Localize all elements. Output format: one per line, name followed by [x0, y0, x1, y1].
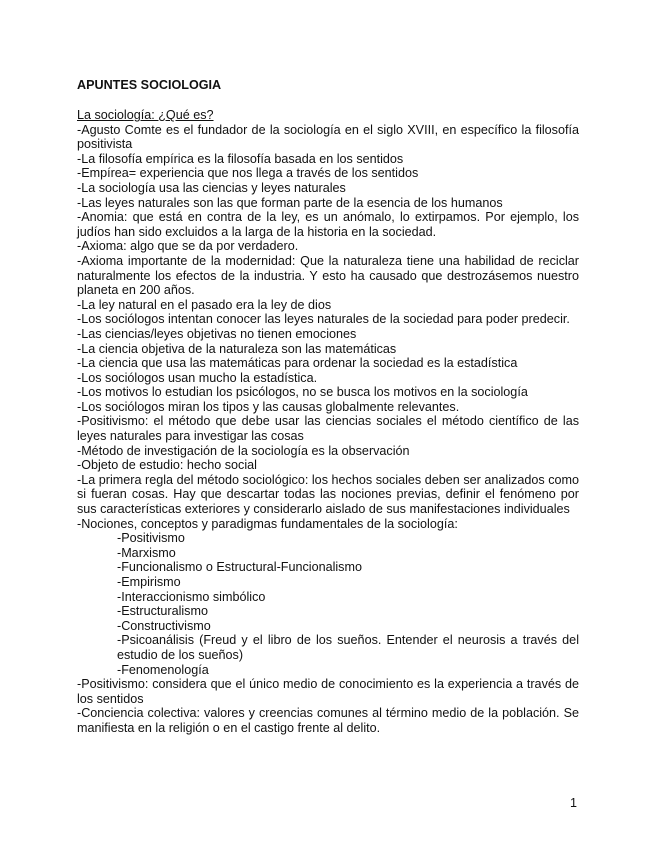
note-line: -Anomia: que está en contra de la ley, es un anómalo, lo extirpamos. Por ejemplo, los judíos han sido excluidos a la larga de la historia en la sociedad.: [77, 210, 579, 239]
spacer: [77, 93, 579, 108]
paradigm-item: -Constructivismo: [117, 618, 211, 633]
note-line: -Positivismo: considera que el único medio de conocimiento es la experiencia a través de los sentidos: [77, 677, 579, 706]
note-line: -La filosofía empírica es la filosofía basada en los sentidos: [77, 151, 404, 166]
note-line: -Los sociólogos usan mucho la estadística.: [77, 370, 318, 385]
document-page: [77, 78, 579, 736]
note-line: -Axioma: algo que se da por verdadero.: [77, 239, 299, 254]
note-line: -Los motivos lo estudian los psicólogos, no se busca los motivos en la sociología: [77, 385, 528, 400]
paradigm-item: -Fenomenología: [117, 662, 209, 677]
paradigm-item: -Marxismo: [117, 545, 176, 560]
paradigm-item: -Funcionalismo o Estructural-Funcionalismo: [117, 560, 362, 575]
note-line: -Conciencia colectiva: valores y creencias comunes al término medio de la población. Se manifiesta en la religión o en el castigo frente al delito.: [77, 706, 579, 735]
paradigm-item: -Empirismo: [117, 575, 181, 589]
note-line: -Los sociólogos intentan conocer las leyes naturales de la sociedad para poder predecir.: [77, 312, 570, 327]
page-number: 1: [570, 796, 578, 810]
paradigm-item: -Positivismo: [117, 531, 185, 546]
note-line: -Objeto de estudio: hecho social: [77, 458, 257, 473]
note-line: -Empírea= experiencia que nos llega a través de los sentidos: [77, 166, 419, 181]
note-line: -Axioma importante de la modernidad: Que la naturaleza tiene una habilidad de reciclar naturalmente los efectos de la industria. Y esto ha causado que destrozásemos nuestro planeta en 200 años.: [77, 253, 579, 298]
section-heading: La sociología: ¿Qué es?: [77, 108, 214, 122]
note-line: -La ley natural en el pasado era la ley de dios: [77, 297, 332, 312]
note-line: -Positivismo: el método que debe usar las ciencias sociales el método científico de las leyes naturales para investigar las cosas: [77, 414, 579, 444]
document-title: APUNTES SOCIOLOGIA: [77, 78, 222, 92]
note-line: -La sociología usa las ciencias y leyes naturales: [77, 180, 346, 195]
paradigm-item: -Interaccionismo simbólico: [117, 589, 266, 604]
note-line: -Agusto Comte es el fundador de la sociología en el siglo XVIII, en específico la filosofía positivista: [77, 122, 579, 152]
paradigm-item: -Estructuralismo: [117, 604, 208, 619]
paradigm-item: -Psicoanálisis (Freud y el libro de los sueños. Entender el neurosis a través del estudio de los sueños): [117, 633, 579, 662]
note-line: -La primera regla del método sociológico: los hechos sociales deben ser analizados como si fueran cosas. Hay que descartar todas las nociones previas, definir el fenómeno por sus características exteriores y considerarlo aislado de sus manifestaciones individuales: [77, 472, 579, 517]
note-line: -Las ciencias/leyes objetivas no tienen emociones: [77, 326, 357, 341]
note-line: -La ciencia que usa las matemáticas para ordenar la sociedad es la estadística: [77, 356, 518, 371]
note-line: -La ciencia objetiva de la naturaleza son las matemáticas: [77, 341, 397, 356]
note-line: -Los sociólogos miran los tipos y las causas globalmente relevantes.: [77, 399, 460, 414]
paradigm-list: [77, 531, 579, 677]
note-line: -Las leyes naturales son las que forman parte de la esencia de los humanos: [77, 195, 503, 210]
note-line: -Método de investigación de la sociología es la observación: [77, 443, 410, 458]
note-line: -Nociones, conceptos y paradigmas fundamentales de la sociología:: [77, 516, 458, 531]
